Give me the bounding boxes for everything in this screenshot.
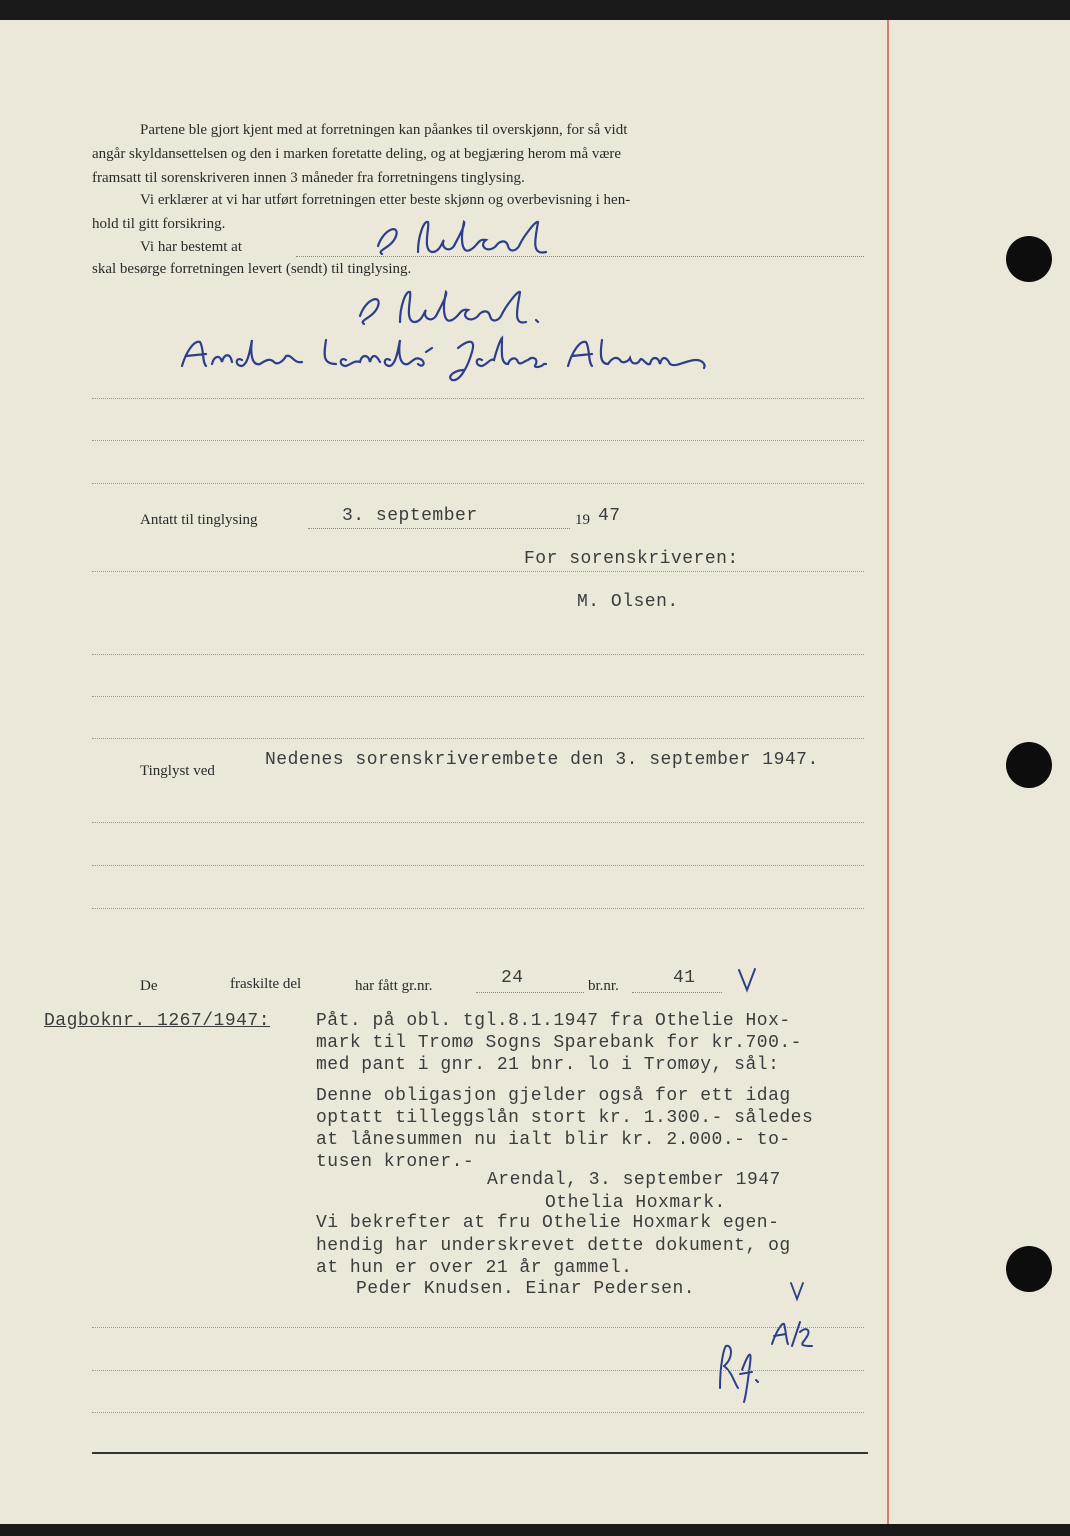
entry-line: tusen kroner.- — [316, 1152, 475, 1172]
fill-in-line — [476, 992, 584, 993]
punch-hole-icon — [1006, 1246, 1052, 1292]
fill-in-line — [308, 528, 570, 529]
tinglyst-label: Tinglyst ved — [140, 763, 215, 779]
printed-text: framsatt til sorenskriveren innen 3 måneder fra forretningens tinglysing. — [92, 170, 525, 186]
entry-line: med pant i gnr. 21 bnr. lo i Tromøy, sål: — [316, 1055, 780, 1075]
ruled-line — [92, 440, 864, 441]
tinglyst-text: Nedenes sorenskriverembete den 3. september 1947. — [265, 750, 819, 770]
antatt-date: 3. september — [342, 506, 478, 526]
ruled-line — [92, 696, 864, 697]
entry-line: at hun er over 21 år gammel. — [316, 1258, 633, 1278]
fraskilte-label: fraskilte del — [230, 976, 302, 992]
printed-text: angår skyldansettelsen og den i marken foretatte deling, og at begjæring herom må være — [92, 146, 622, 162]
bnr-label: br.nr. — [588, 978, 619, 994]
printed-text: Partene ble gjort kjent med at forretningen kan påankes til overskjønn, for så vidt — [140, 122, 628, 138]
scan-bottom-edge — [0, 1524, 1070, 1536]
ruled-line — [92, 908, 864, 909]
ruled-line — [92, 1370, 864, 1371]
entry-line: mark til Tromø Sogns Sparebank for kr.700.- — [316, 1033, 802, 1053]
entry-line: Denne obligasjon gjelder også for ett idag — [316, 1086, 791, 1106]
scan-top-edge — [0, 0, 1070, 20]
for-sorenskriveren: For sorenskriveren: — [524, 549, 739, 569]
entry-line: Peder Knudsen. Einar Pedersen. — [356, 1279, 696, 1299]
printed-text: Vi har bestemt at — [140, 239, 242, 255]
ruled-line — [92, 398, 864, 399]
check-mark-icon — [788, 1280, 806, 1302]
handwritten-signature — [176, 330, 716, 386]
entry-line: Arendal, 3. september 1947 — [487, 1170, 781, 1190]
official-name: M. Olsen. — [577, 592, 679, 612]
punch-hole-icon — [1006, 236, 1052, 282]
entry-line: Påt. på obl. tgl.8.1.1947 fra Othelie Hox- — [316, 1011, 791, 1031]
dagbok-number: Dagboknr. 1267/1947: — [44, 1011, 271, 1031]
handwritten-signature — [340, 286, 570, 330]
antatt-label: Antatt til tinglysing — [140, 512, 258, 528]
punch-hole-icon — [1006, 742, 1052, 788]
closing-rule — [92, 1452, 868, 1454]
printed-text: Vi erklærer at vi har utført forretningen etter beste skjønn og overbevisning i hen- — [140, 192, 631, 208]
entry-line: hendig har underskrevet dette dokument, og — [316, 1236, 791, 1256]
antatt-year: 47 — [598, 506, 621, 526]
printed-text: hold til gitt forsikring. — [92, 216, 226, 232]
ruled-line — [92, 822, 864, 823]
entry-line: Othelia Hoxmark. — [545, 1193, 726, 1213]
entry-line: optatt tilleggslån stort kr. 1.300.- således — [316, 1108, 814, 1128]
ruled-line — [92, 571, 864, 572]
fill-in-line — [632, 992, 722, 993]
gnr-label: har fått gr.nr. — [355, 978, 433, 994]
handwritten-signature — [370, 216, 600, 258]
de-label: De — [140, 978, 158, 994]
ruled-line — [92, 483, 864, 484]
ruled-line — [92, 654, 864, 655]
bnr-value: 41 — [673, 968, 696, 988]
handwritten-initials — [712, 1318, 822, 1408]
entry-line: at lånesummen nu ialt blir kr. 2.000.- to- — [316, 1130, 791, 1150]
ruled-line — [92, 738, 864, 739]
check-mark-icon — [736, 966, 758, 994]
gnr-value: 24 — [501, 968, 524, 988]
red-margin-line — [887, 20, 889, 1524]
entry-line: Vi bekrefter at fru Othelie Hoxmark egen- — [316, 1213, 780, 1233]
printed-text: skal besørge forretningen levert (sendt) til tinglysing. — [92, 261, 412, 277]
year-prefix: 19 — [575, 512, 590, 528]
ruled-line — [92, 1412, 864, 1413]
ruled-line — [92, 865, 864, 866]
